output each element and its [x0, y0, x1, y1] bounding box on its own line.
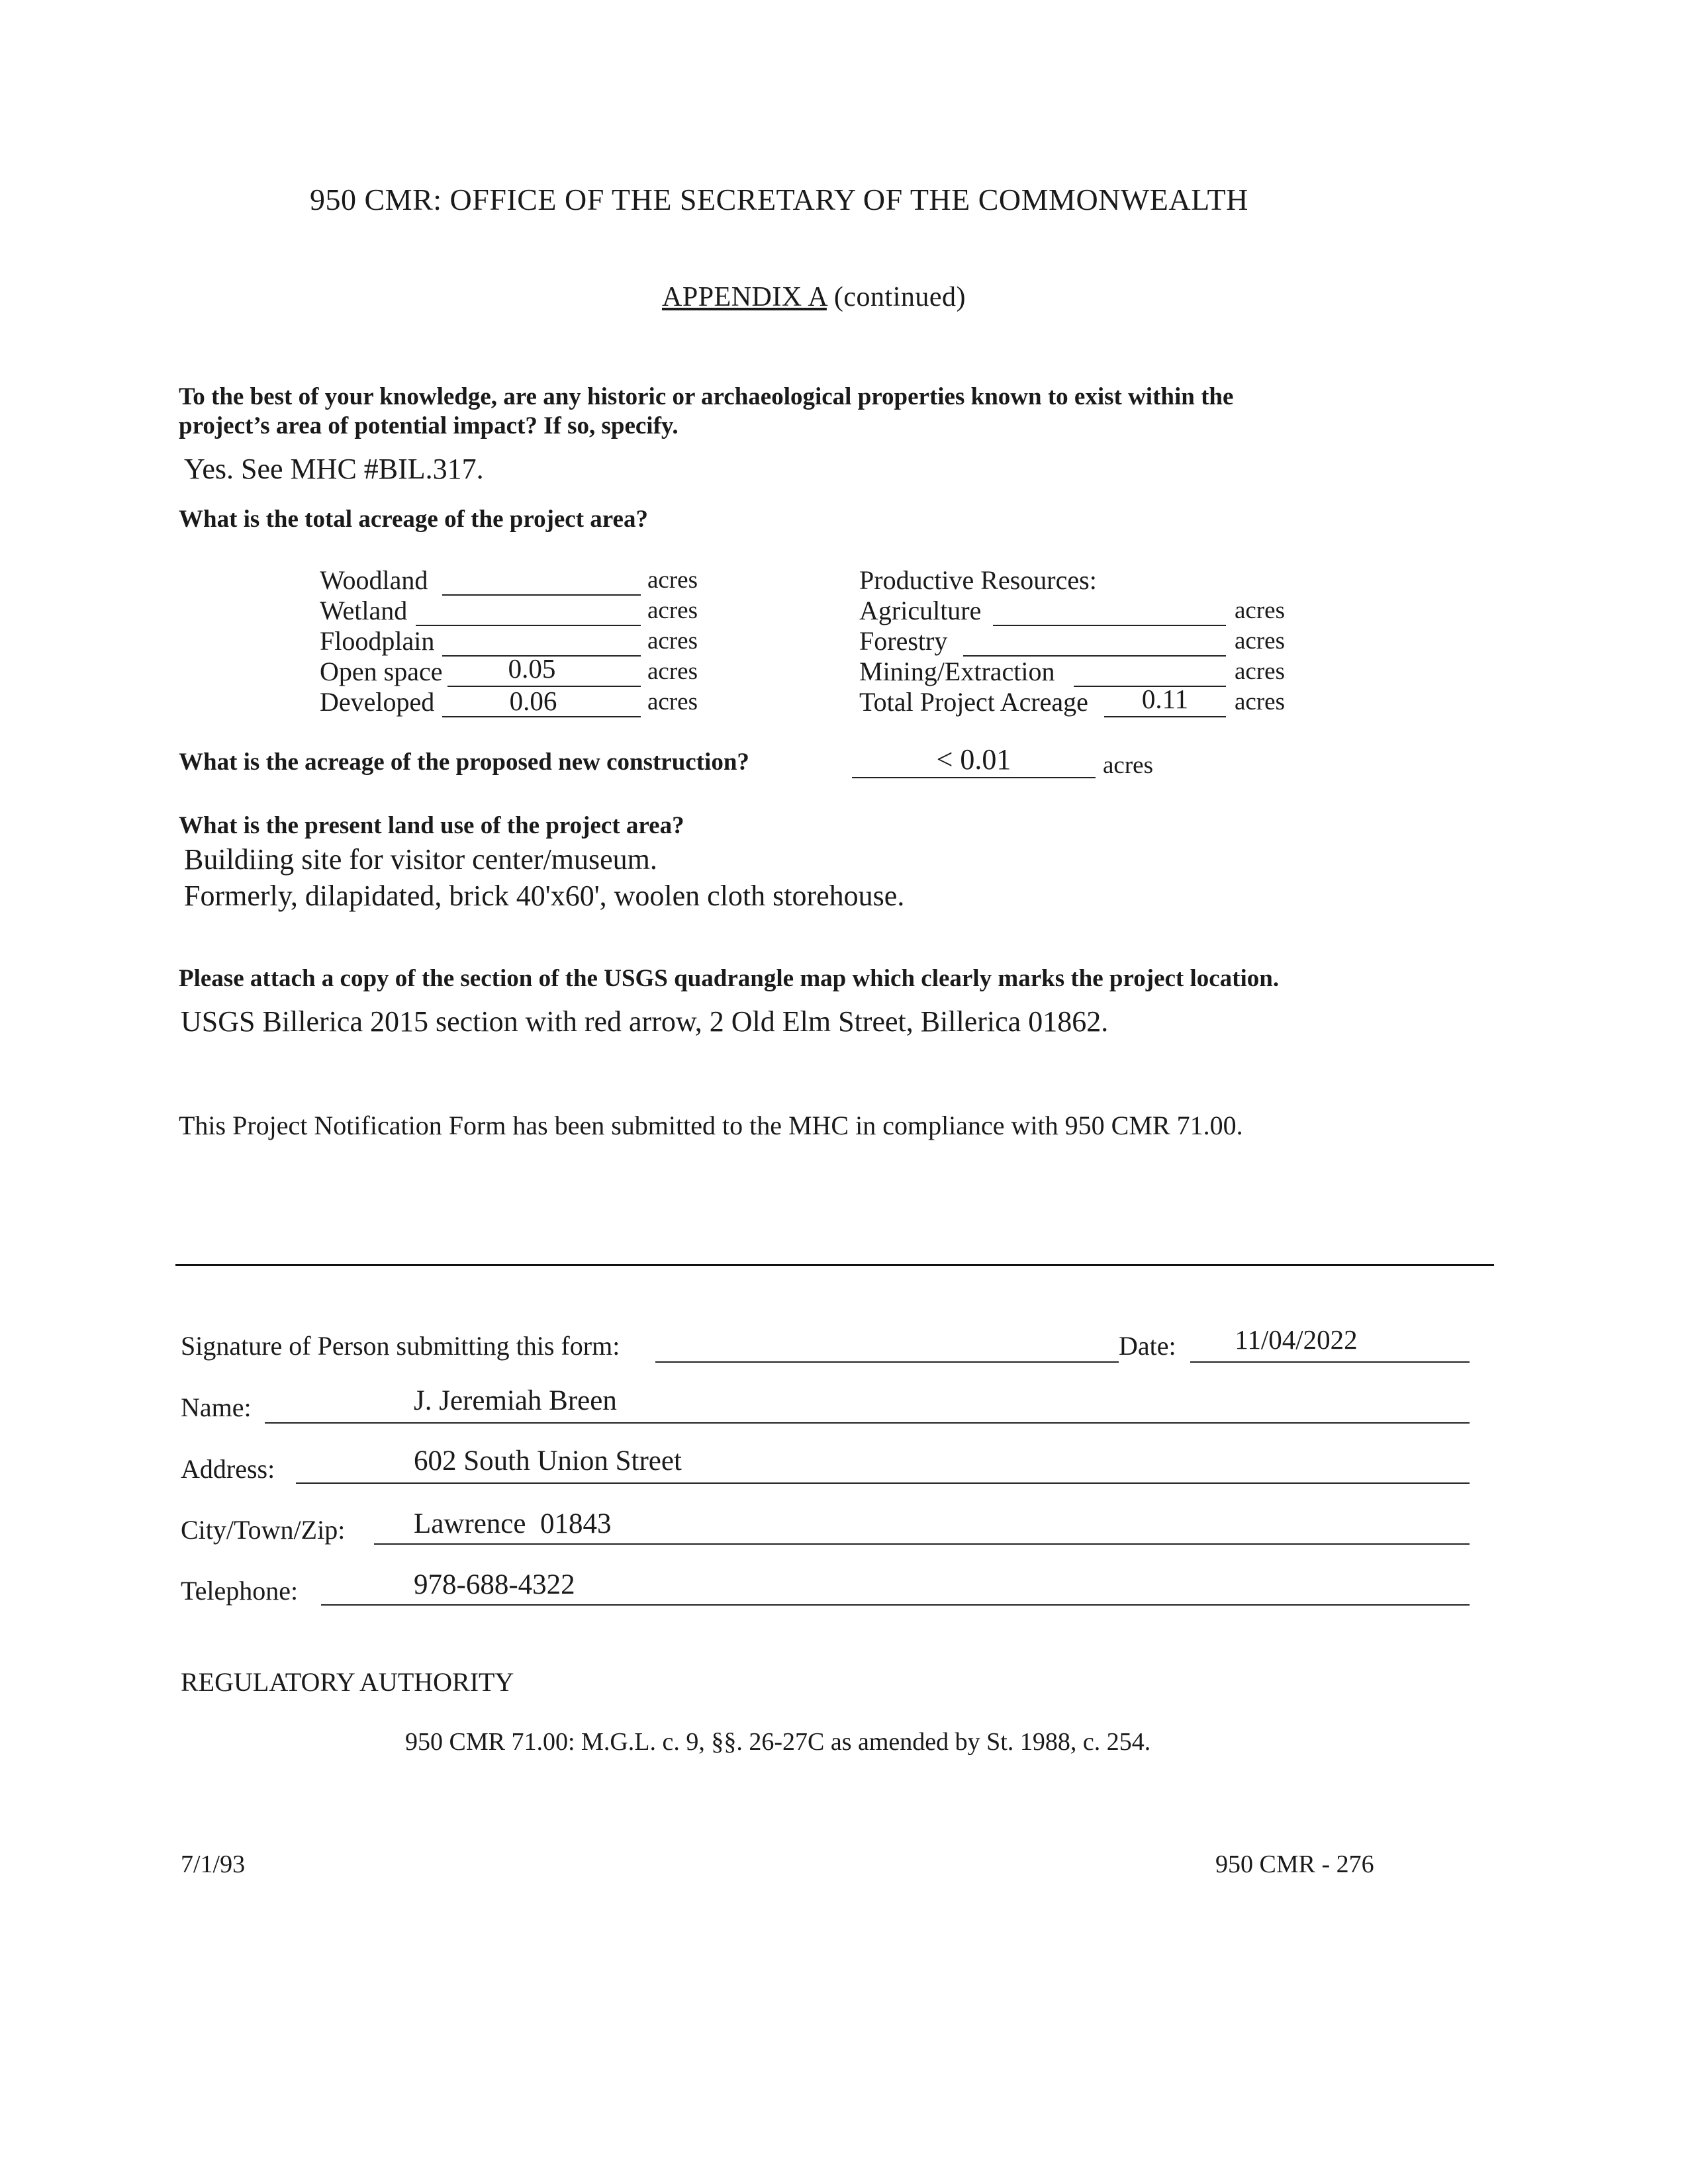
total-acreage-value: 0.11 — [1141, 684, 1189, 714]
address-field[interactable] — [296, 1482, 1470, 1484]
signature-field[interactable] — [655, 1361, 1119, 1363]
mining-unit: acres — [1235, 658, 1285, 685]
floodplain-unit: acres — [647, 627, 698, 655]
acreage-question: What is the total acreage of the project area? — [179, 506, 648, 533]
open-space-value: 0.05 — [508, 653, 556, 684]
authority-text: 950 CMR 71.00: M.G.L. c. 9, §§. 26-27C as amended by St. 1988, c. 254. — [405, 1728, 1151, 1756]
name-field[interactable] — [265, 1422, 1470, 1424]
compliance-statement: This Project Notification Form has been submitted to the MHC in compliance with 950 CMR 71.00. — [179, 1111, 1243, 1140]
woodland-field[interactable] — [442, 594, 641, 596]
forestry-label: Forestry — [859, 626, 948, 656]
developed-unit: acres — [647, 688, 698, 715]
agriculture-field[interactable] — [993, 625, 1226, 626]
total-acreage-unit: acres — [1235, 688, 1285, 715]
address-label: Address: — [181, 1454, 275, 1484]
woodland-label: Woodland — [320, 565, 428, 595]
usgs-instruction: Please attach a copy of the section of the USGS quadrangle map which clearly marks the project location. — [179, 965, 1280, 992]
historic-question-line1: To the best of your knowledge, are any historic or archaeological properties known to exist within the — [179, 383, 1234, 410]
historic-question-line2: project’s area of potential impact? If so, specify. — [179, 412, 679, 439]
construction-unit: acres — [1103, 752, 1153, 779]
floodplain-label: Floodplain — [320, 626, 435, 656]
agriculture-unit: acres — [1235, 597, 1285, 624]
page-title: 950 CMR: OFFICE OF THE SECRETARY OF THE COMMONWEALTH — [310, 183, 1248, 216]
date-value: 11/04/2022 — [1235, 1324, 1358, 1355]
telephone-value: 978-688-4322 — [414, 1569, 575, 1600]
date-label: Date: — [1119, 1331, 1176, 1361]
city-field[interactable] — [374, 1543, 1470, 1545]
agriculture-label: Agriculture — [859, 596, 982, 625]
wetland-label: Wetland — [320, 596, 408, 625]
section-divider — [175, 1264, 1494, 1266]
appendix-heading — [662, 281, 966, 313]
land-use-answer-line2: Formerly, dilapidated, brick 40'x60', woolen cloth storehouse. — [184, 880, 905, 912]
developed-label: Developed — [320, 687, 435, 717]
forestry-unit: acres — [1235, 627, 1285, 655]
mining-label: Mining/Extraction — [859, 657, 1055, 686]
open-space-label: Open space — [320, 657, 443, 686]
construction-value: < 0.01 — [936, 743, 1011, 776]
wetland-unit: acres — [647, 597, 698, 624]
city-value: Lawrence 01843 — [414, 1508, 612, 1539]
telephone-label: Telephone: — [181, 1576, 299, 1606]
productive-resources-heading: Productive Resources: — [859, 565, 1097, 595]
usgs-answer: USGS Billerica 2015 section with red arrow, 2 Old Elm Street, Billerica 01862. — [181, 1005, 1109, 1038]
wetland-field[interactable] — [416, 625, 641, 626]
historic-answer: Yes. See MHC #BIL.317. — [184, 453, 484, 485]
footer-date: 7/1/93 — [181, 1850, 246, 1878]
appendix-continued: (continued) — [833, 282, 966, 312]
total-acreage-label: Total Project Acreage — [859, 687, 1088, 717]
telephone-field[interactable] — [321, 1604, 1470, 1606]
open-space-unit: acres — [647, 658, 698, 685]
appendix-label: APPENDIX A — [662, 282, 827, 312]
signature-label: Signature of Person submitting this form: — [181, 1331, 620, 1361]
name-value: J. Jeremiah Breen — [414, 1385, 617, 1416]
land-use-answer-line1: Buildiing site for visitor center/museum. — [184, 843, 657, 876]
construction-question: What is the acreage of the proposed new construction? — [179, 749, 749, 776]
developed-value: 0.06 — [509, 686, 557, 716]
total-acreage-field[interactable] — [1104, 716, 1226, 717]
name-label: Name: — [181, 1392, 252, 1422]
footer-page-number: 950 CMR - 276 — [1215, 1850, 1374, 1878]
authority-heading: REGULATORY AUTHORITY — [181, 1667, 514, 1697]
land-use-question: What is the present land use of the project area? — [179, 812, 684, 839]
date-field[interactable] — [1190, 1361, 1470, 1363]
address-value: 602 South Union Street — [414, 1445, 682, 1477]
construction-field[interactable] — [852, 777, 1096, 778]
woodland-unit: acres — [647, 567, 698, 594]
city-label: City/Town/Zip: — [181, 1515, 346, 1545]
